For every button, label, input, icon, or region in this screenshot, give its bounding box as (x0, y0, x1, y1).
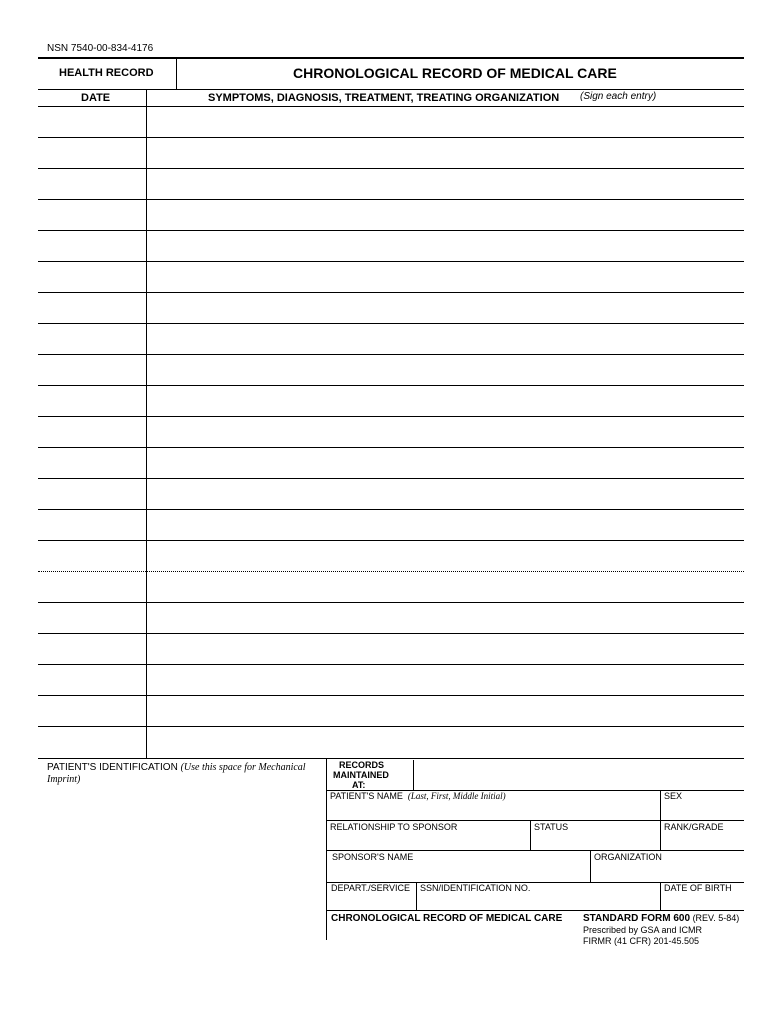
entry-text-cell[interactable] (147, 138, 744, 168)
sponsor-name-field[interactable] (332, 864, 586, 881)
entry-text-cell[interactable] (147, 603, 744, 633)
entry-text-cell[interactable] (147, 107, 744, 137)
entry-text-cell[interactable] (147, 634, 744, 664)
date-of-birth-label: DATE OF BIRTH (664, 883, 732, 893)
entry-date-cell[interactable] (38, 479, 146, 509)
organization-label: ORGANIZATION (594, 852, 662, 862)
entry-table-bottom-line (38, 758, 744, 759)
form-title: CHRONOLOGICAL RECORD OF MEDICAL CARE (293, 65, 617, 81)
entry-date-cell[interactable] (38, 200, 146, 230)
sign-each-entry-note: (Sign each entry) (580, 91, 657, 102)
entry-text-cell[interactable] (147, 262, 744, 292)
entry-row-line (38, 726, 744, 727)
sex-field[interactable] (664, 803, 742, 819)
entry-date-cell[interactable] (38, 510, 146, 540)
entry-text-cell[interactable] (147, 510, 744, 540)
footer-form-title: CHRONOLOGICAL RECORD OF MEDICAL CARE (331, 913, 563, 924)
patient-id-label: PATIENT'S IDENTIFICATION (Use this space for Mechanical (47, 762, 306, 773)
entry-text-cell[interactable] (147, 696, 744, 726)
entry-date-cell[interactable] (38, 324, 146, 354)
entry-text-cell[interactable] (147, 231, 744, 261)
patient-id-divider (326, 758, 327, 940)
entry-date-cell[interactable] (38, 603, 146, 633)
rank-grade-label: RANK/GRADE (664, 822, 724, 832)
organization-divider (590, 850, 591, 882)
ssn-label: SSN/IDENTIFICATION NO. (420, 883, 531, 893)
sex-divider (660, 790, 661, 820)
patient-name-label: PATIENT'S NAME (Last, First, Middle Initial) (330, 791, 506, 801)
entry-text-cell[interactable] (147, 541, 744, 571)
entry-text-cell[interactable] (147, 90, 744, 106)
entry-date-cell[interactable] (38, 293, 146, 323)
patient-name-field[interactable] (330, 803, 656, 819)
entry-date-cell[interactable] (38, 355, 146, 385)
at-label: AT: (352, 780, 366, 790)
entry-text-cell[interactable] (147, 448, 744, 478)
prescribed-by: Prescribed by GSA and ICMR (583, 925, 703, 935)
entry-text-cell[interactable] (147, 355, 744, 385)
entry-date-cell[interactable] (38, 572, 146, 602)
records-label: RECORDS (339, 760, 385, 770)
patient-id-note: Imprint) (47, 774, 81, 785)
records-maintained-field[interactable] (414, 760, 744, 790)
row-line (326, 910, 744, 911)
rank-divider (660, 820, 661, 850)
date-column-divider (146, 89, 147, 758)
status-field[interactable] (534, 834, 656, 849)
entry-date-cell[interactable] (38, 231, 146, 261)
entry-date-cell[interactable] (38, 90, 146, 106)
ssn-divider (416, 882, 417, 910)
date-of-birth-field[interactable] (664, 895, 742, 909)
top-border (38, 57, 744, 59)
entry-text-cell[interactable] (147, 293, 744, 323)
firmr-reference: FIRMR (41 CFR) 201-45.505 (583, 936, 700, 946)
row-line (326, 820, 744, 821)
entry-text-cell[interactable] (147, 665, 744, 695)
entry-text-cell[interactable] (147, 200, 744, 230)
dob-divider (660, 882, 661, 910)
entry-text-cell[interactable] (147, 324, 744, 354)
maintained-label: MAINTAINED (333, 770, 389, 780)
entry-date-cell[interactable] (38, 138, 146, 168)
sex-label: SEX (664, 791, 683, 801)
entry-date-cell[interactable] (38, 417, 146, 447)
row-line (326, 850, 744, 851)
status-divider (530, 820, 531, 850)
organization-field[interactable] (594, 864, 742, 881)
status-label: STATUS (534, 822, 569, 832)
entry-date-cell[interactable] (38, 262, 146, 292)
entry-date-cell[interactable] (38, 448, 146, 478)
entry-text-cell[interactable] (147, 386, 744, 416)
standard-form-number: STANDARD FORM 600 (REV. 5-84) (583, 913, 740, 924)
ssn-field[interactable] (420, 895, 656, 909)
relationship-field[interactable] (330, 834, 526, 849)
symptoms-column-header: SYMPTOMS, DIAGNOSIS, TREATMENT, TREATING ORGANIZATION (208, 92, 560, 104)
sponsor-name-label: SPONSOR'S NAME (332, 852, 414, 862)
header-divider (176, 58, 177, 89)
health-record-label: HEALTH RECORD (59, 67, 154, 79)
entry-text-cell[interactable] (147, 169, 744, 199)
depart-service-field[interactable] (331, 895, 413, 909)
entry-text-cell[interactable] (147, 479, 744, 509)
rank-grade-field[interactable] (664, 834, 742, 849)
depart-service-label: DEPART./SERVICE (331, 883, 411, 893)
entry-text-cell[interactable] (147, 417, 744, 447)
entry-date-cell[interactable] (38, 665, 146, 695)
entry-date-cell[interactable] (38, 634, 146, 664)
entry-text-cell[interactable] (147, 572, 744, 602)
entry-date-cell[interactable] (38, 107, 146, 137)
relationship-label: RELATIONSHIP TO SPONSOR (330, 822, 458, 832)
entry-date-cell[interactable] (38, 386, 146, 416)
date-column-header: DATE (81, 92, 111, 104)
nsn-number: NSN 7540-00-834-4176 (47, 43, 154, 54)
entry-date-cell[interactable] (38, 541, 146, 571)
entry-date-cell[interactable] (38, 169, 146, 199)
entry-date-cell[interactable] (38, 696, 146, 726)
